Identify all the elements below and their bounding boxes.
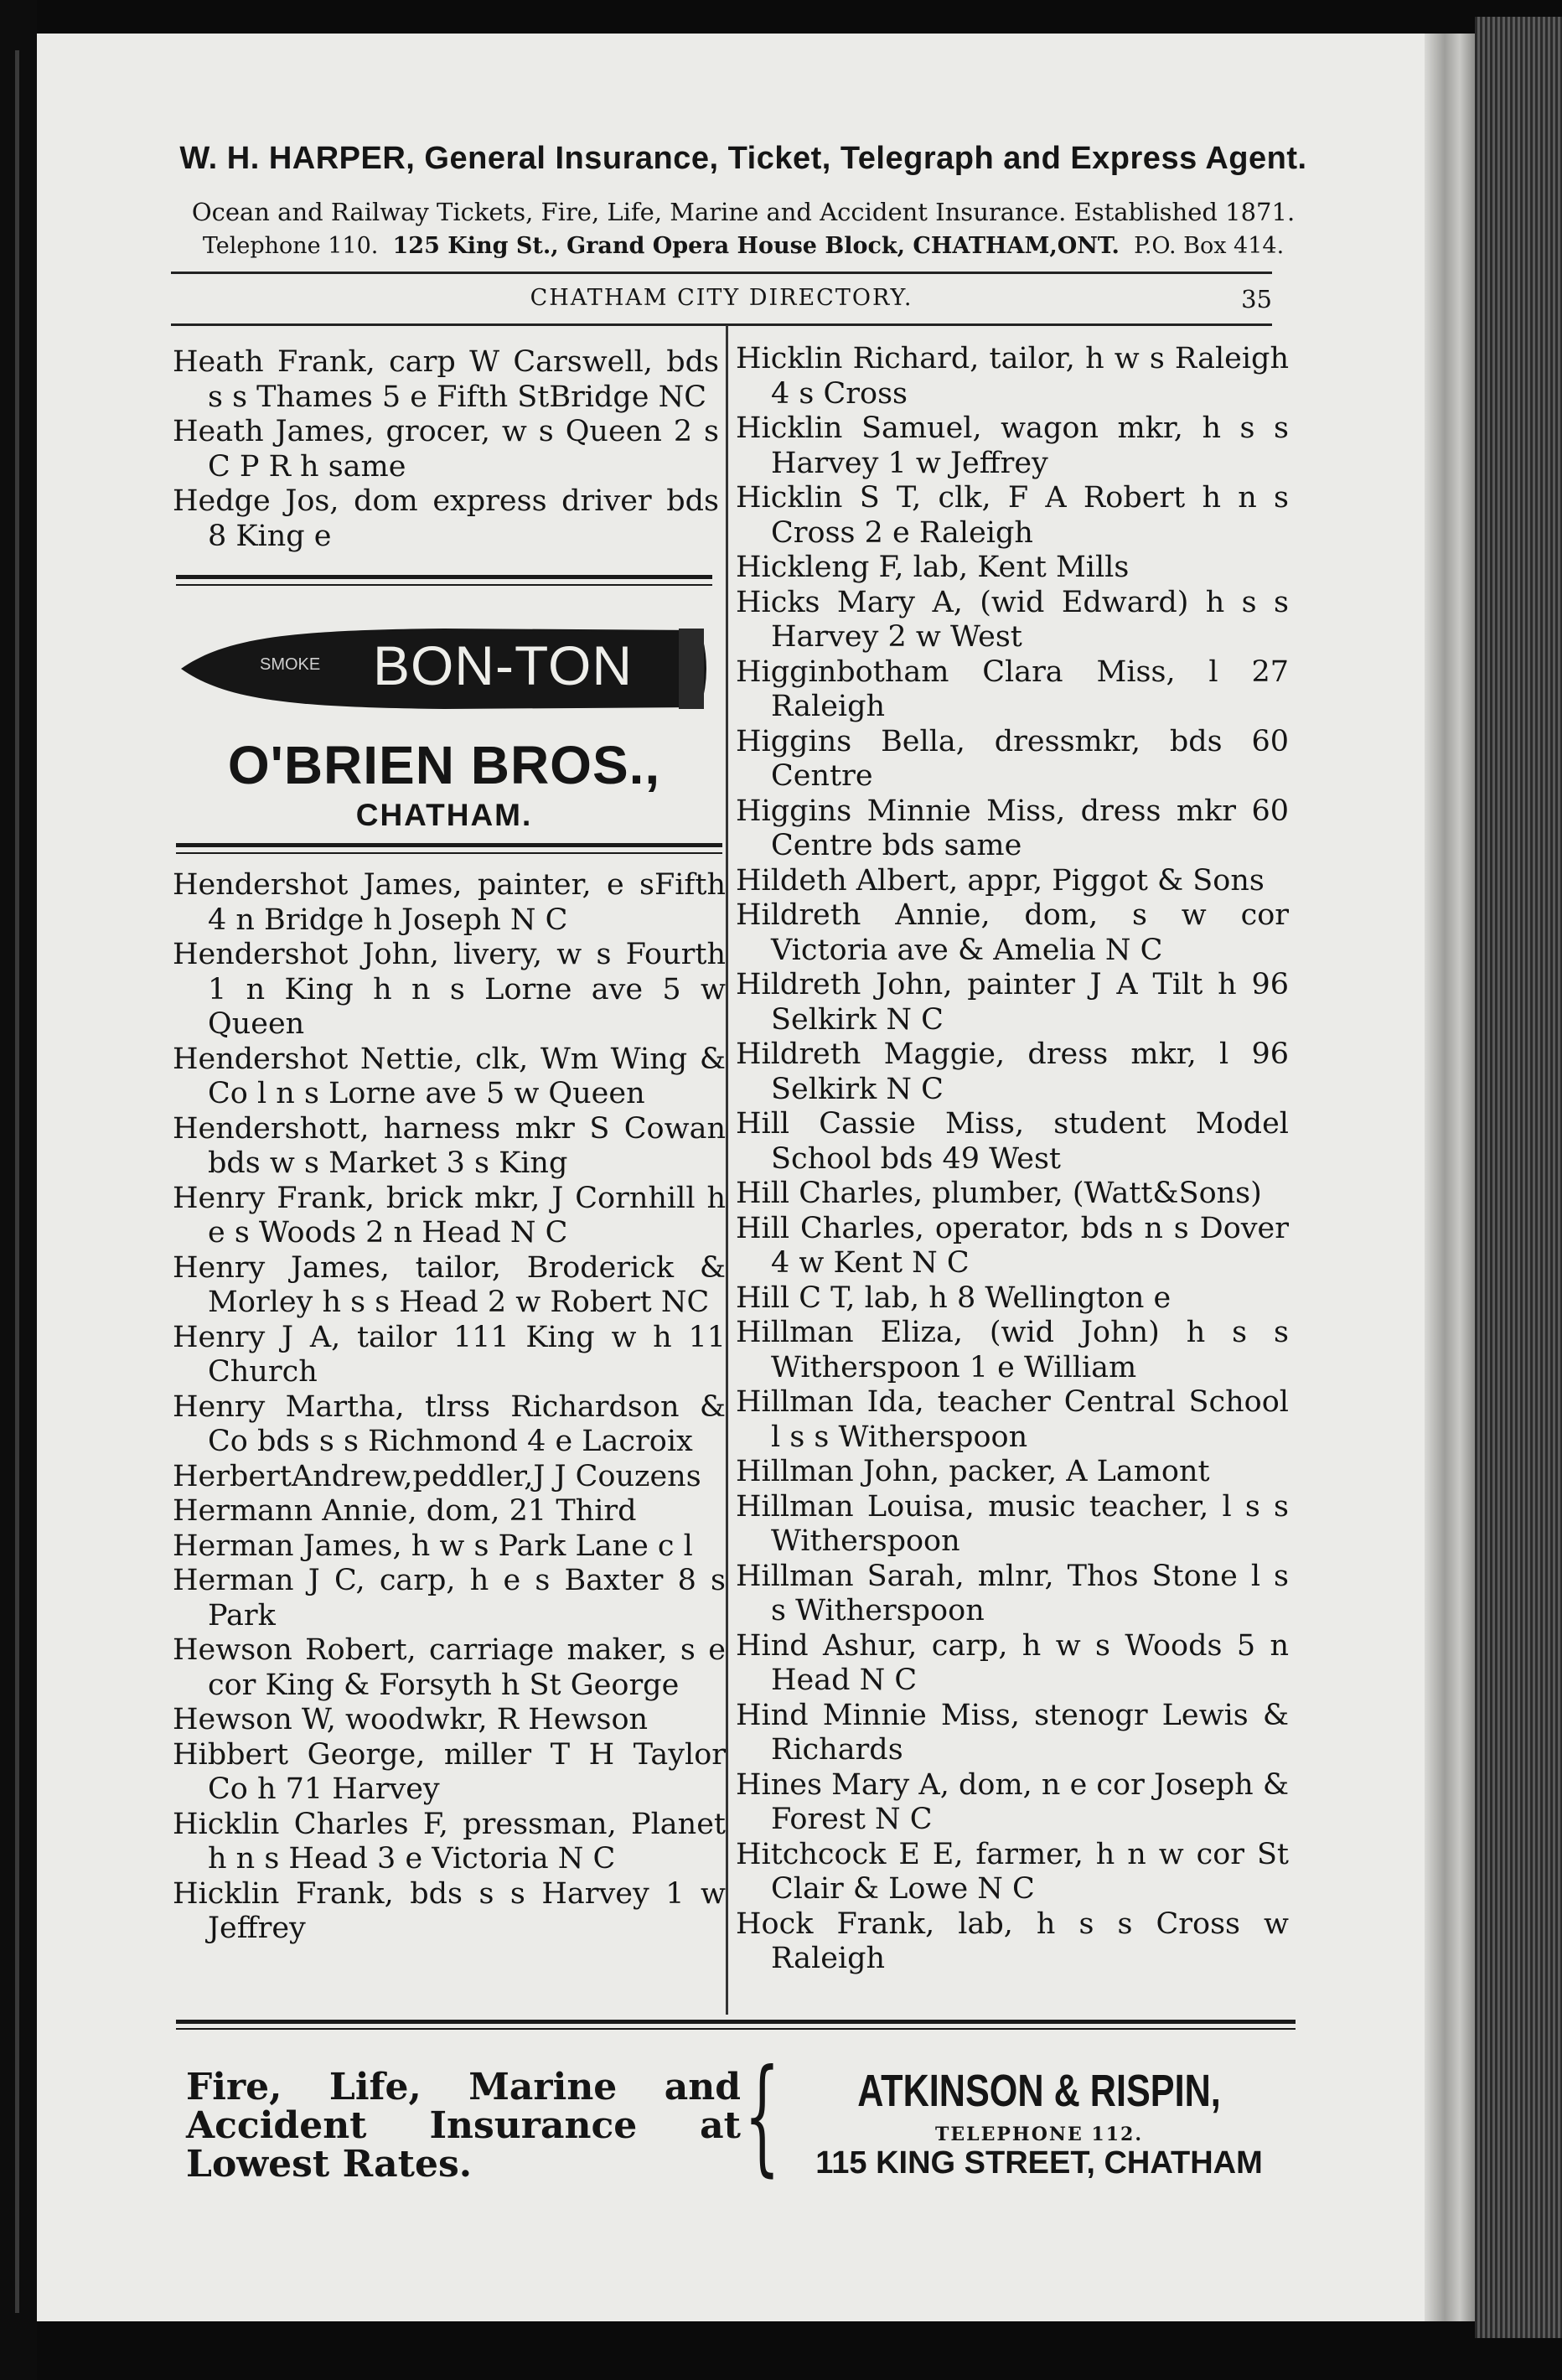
header-address: 125 King St., Grand Opera House Block, CHATHAM,ONT. (392, 233, 1120, 259)
directory-entry: Hicklin S T, clk, F A Robert h n s Cross 2 e Raleigh (736, 481, 1289, 550)
directory-entry: Henry Frank, brick mkr, J Cornhill h e s Woods 2 n Head N C (173, 1181, 726, 1250)
header-rule-bottom (171, 323, 1272, 326)
book-page-edges (1475, 17, 1562, 2338)
cigar-smoke-label: SMOKE (260, 655, 321, 674)
directory-entry: Hill Charles, operator, bds n s Dover 4 w Kent N C (736, 1211, 1289, 1280)
directory-entry: Hendershott, harness mkr S Cowan bds w s Market 3 s King (173, 1111, 726, 1180)
directory-entry: Hicklin Charles F, pressman, Planet h n s Head 3 e Victoria N C (173, 1807, 726, 1876)
directory-entry: Hendershot James, painter, e sFifth 4 n Bridge h Joseph N C (173, 868, 726, 937)
directory-entry: Hillman Sarah, mlnr, Thos Stone l s s Witherspoon (736, 1559, 1289, 1627)
directory-entry: Hildeth Albert, appr, Piggot & Sons (736, 863, 1265, 898)
footer-firm-name: ATKINSON & RISPIN, (857, 2066, 1221, 2116)
directory-entry: Hind Minnie Miss, stenogr Lewis & Richards (736, 1698, 1289, 1767)
directory-entry: Hildreth Annie, dom, s w cor Victoria ave & Amelia N C (736, 898, 1289, 967)
directory-entry: Henry Martha, tlrss Richardson & Co bds s s Richmond 4 e Lacroix (173, 1389, 726, 1458)
footer-firm-phone: TELEPHONE 112. (935, 2124, 1143, 2145)
header-phone: Telephone 110. (202, 233, 379, 259)
directory-entry: Hicklin Frank, bds s s Harvey 1 w Jeffrey (173, 1876, 726, 1945)
left-page-edge-line (15, 50, 19, 2313)
directory-entry: Hind Ashur, carp, h w s Woods 5 n Head N C (736, 1628, 1289, 1697)
advert-rule-bottom (176, 843, 722, 847)
directory-entry: Hildreth John, painter J A Tilt h 96 Selkirk N C (736, 968, 1289, 1037)
footer-rule-thin (176, 2028, 1296, 2030)
column-divider (726, 325, 728, 2015)
directory-entry: Hendershot John, livery, w s Fourth 1 n King h n s Lorne ave 5 w Queen (173, 938, 726, 1041)
footer-rule (176, 2020, 1296, 2024)
advert-maker: O'BRIEN BROS., (227, 735, 661, 795)
directory-entry: Henry James, tailor, Broderick & Morley h s s Head 2 w Robert NC (173, 1250, 726, 1319)
directory-entry: Heath Frank, carp W Carswell, bds s s Thames 5 e Fifth StBridge NC (173, 345, 719, 414)
advert-rule-bottom-thin (176, 852, 722, 854)
page-number: 35 (1241, 285, 1272, 313)
directory-entry: Herman J C, carp, h e s Baxter 8 s Park (173, 1564, 726, 1632)
directory-entry: Higginbotham Clara Miss, l 27 Raleigh (736, 654, 1289, 723)
header-advert-contact (37, 233, 1450, 259)
header-advert-title: W. H. HARPER, General Insurance, Ticket, Telegraph and Express Agent. (179, 141, 1307, 176)
directory-entry: Hillman Eliza, (wid John) h s s Witherspoon 1 e William (736, 1316, 1289, 1384)
directory-entry: Hines Mary A, dom, n e cor Joseph & Forest N C (736, 1767, 1289, 1836)
directory-entry: Heath James, grocer, w s Queen 2 s C P R h same (173, 415, 719, 484)
cigar-brand-label: BON-TON (372, 634, 634, 696)
running-head (171, 285, 1272, 318)
directory-entry: Hill Cassie Miss, student Model School bds 49 West (736, 1107, 1289, 1176)
directory-entry: Hitchcock E E, farmer, h n w cor St Clair & Lowe N C (736, 1837, 1289, 1906)
directory-entry: Hibbert George, miller T H Taylor Co h 71 Harvey (173, 1737, 726, 1806)
directory-entry: Hock Frank, lab, h s s Cross w Raleigh (736, 1907, 1289, 1975)
directory-entry: Hillman Louisa, music teacher, l s s Witherspoon (736, 1489, 1289, 1558)
header-po-box: P.O. Box 414. (1134, 233, 1285, 259)
footer-brace: { (744, 2043, 780, 2189)
directory-entry: Hedge Jos, dom express driver bds 8 King e (173, 484, 719, 553)
header-rule-top (171, 272, 1272, 274)
directory-entry: Hermann Annie, dom, 21 Third (173, 1494, 637, 1528)
directory-entry: Hickleng F, lab, Kent Mills (736, 551, 1130, 584)
footer-firm-address: 115 KING STREET, CHATHAM (815, 2145, 1263, 2181)
directory-entry: Henry J A, tailor 111 King w h 11 Church (173, 1320, 726, 1389)
left-column-bottom (173, 868, 726, 1947)
running-title: CHATHAM CITY DIRECTORY. (530, 285, 913, 311)
directory-entry: Hill C T, lab, h 8 Wellington e (736, 1281, 1172, 1315)
directory-entry: Hicks Mary A, (wid Edward) h s s Harvey 2 w West (736, 585, 1289, 654)
directory-entry: Hillman John, packer, A Lamont (736, 1455, 1210, 1488)
directory-entry: Higgins Bella, dressmkr, bds 60 Centre (736, 724, 1289, 793)
directory-entry: Hicklin Richard, tailor, h w s Raleigh 4 s Cross (736, 342, 1289, 411)
advert-place: CHATHAM. (355, 798, 533, 832)
page-gutter (1425, 34, 1475, 2321)
directory-entry: Hicklin Samuel, wagon mkr, h s s Harvey 1 w Jeffrey (736, 411, 1289, 480)
header-advert-services: Ocean and Railway Tickets, Fire, Life, Marine and Accident Insurance. Established 1871. (191, 198, 1296, 226)
directory-entry: Higgins Minnie Miss, dress mkr 60 Centre bds same (736, 794, 1289, 862)
directory-entry: Hillman Ida, teacher Central School l s s Witherspoon (736, 1385, 1289, 1454)
directory-entry: HerbertAndrew,peddler,J J Couzens (173, 1459, 701, 1493)
directory-entry: Hewson Robert, carriage maker, s e cor King & Forsyth h St George (173, 1633, 726, 1702)
directory-entry: Hendershot Nettie, clk, Wm Wing & Co l n s Lorne ave 5 w Queen (173, 1042, 726, 1110)
directory-entry: Herman James, h w s Park Lane c l (173, 1529, 693, 1563)
directory-entry: Hildreth Maggie, dress mkr, l 96 Selkirk N C (736, 1037, 1289, 1106)
footer-insurance-advert: Fire, Life, Marine and Accident Insurance at Lowest Rates. (186, 2066, 741, 2186)
right-column (736, 342, 1289, 1977)
advert-rule-top-thin (176, 584, 712, 586)
advert-rule-top (176, 575, 712, 579)
left-column-top (173, 345, 719, 554)
directory-entry: Hill Charles, plumber, (Watt&Sons) (736, 1177, 1262, 1210)
directory-entry: Hewson W, woodwkr, R Hewson (173, 1703, 649, 1736)
